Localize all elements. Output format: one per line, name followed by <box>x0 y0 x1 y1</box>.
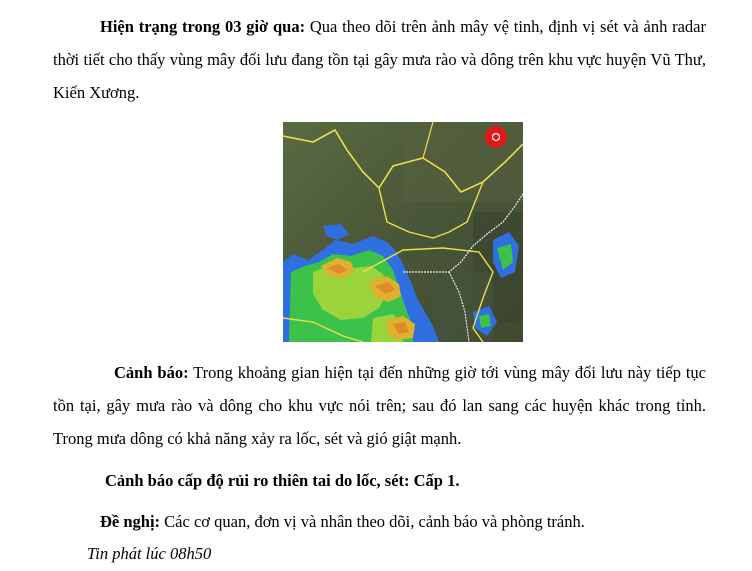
radar-satellite-image <box>283 122 523 342</box>
recommendation-paragraph <box>53 505 706 538</box>
risk-level-paragraph <box>53 464 706 497</box>
risk-level-text: Cảnh báo cấp độ rủi ro thiên tai do lốc, sét: Cấp 1. <box>105 471 460 490</box>
warning-heading: Cảnh báo: <box>114 363 189 382</box>
issued-time: Tin phát lúc 08h50 <box>87 544 212 563</box>
status-text: Qua theo dõi trên ảnh mây vệ tinh, định vị sét và ảnh radar thời tiết cho thấy vùng mây đối lưu đang tồn tại gây mưa rào và dông trên khu vực huyện Vũ Thư, Kiến Xương. <box>53 17 706 102</box>
recommendation-heading: Đề nghị: <box>100 512 161 531</box>
warning-text: Trong khoảng gian hiện tại đến những giờ tới vùng mây đối lưu này tiếp tục tồn tại, gây mưa rào và dông cho khu vực nói trên; sau đó lan sang các huyện khác trong tỉnh. Trong mưa dông có khả năng xảy ra lốc, sét và gió giật mạnh. <box>53 363 706 448</box>
status-paragraph <box>53 10 706 109</box>
status-heading: Hiện trạng trong 03 giờ qua: <box>100 17 306 36</box>
warning-paragraph <box>53 356 706 455</box>
recommendation-text: Các cơ quan, đơn vị và nhân theo dõi, cảnh báo và phòng tránh. <box>160 512 585 531</box>
